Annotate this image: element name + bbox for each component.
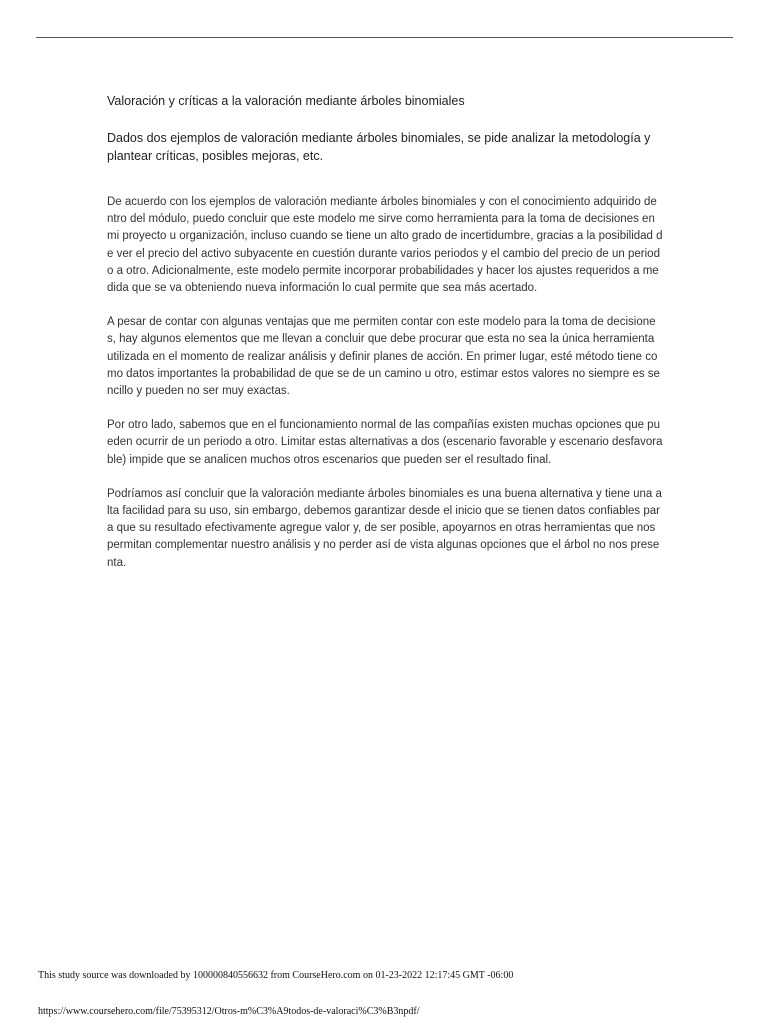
download-source-note: This study source was downloaded by 100000840556632 from CourseHero.com on 01-23-2022 12:17:45 GMT -06:00 — [38, 970, 514, 981]
paragraph-advantages: De acuerdo con los ejemplos de valoración mediante árboles binomiales y con el conocimiento adquirido dentro del módulo, puedo concluir que este modelo me sirve como herramienta para la toma de decisiones en mi proyecto u organización, incluso cuando se tiene un alto grado de incertidumbre, gracias a la posibilidad de ver el precio del activo subyacente en cuestión durante varios periodos y el cambio del precio de un periodo a otro. Adicionalmente, este modelo permite incorporar probabilidades y hacer los ajustes requeridos a medida que se va obteniendo nueva información lo cual permite que sea más acertado. — [107, 196, 663, 295]
paragraph-conclusion: Podríamos así concluir que la valoración mediante árboles binomiales es una buena alternativa y tiene una alta facilidad para su uso, sin embargo, debemos garantizar desde el inicio que se tienen datos confiables para que su resultado efectivamente agregue valor y, de ser posible, apoyarnos en otras herramientas que nos permitan complementar nuestro análisis y no perder así de vista algunas opciones que el árbol no nos presenta. — [107, 487, 662, 569]
document-body — [107, 92, 663, 589]
paragraph-scenarios: Por otro lado, sabemos que en el funcionamiento normal de las compañías existen muchas opciones que pueden ocurrir de un periodo a otro. Limitar estas alternativas a dos (escenario favorable y escenario desfavorable) impide que se analicen muchos otros escenarios que pueden ser el resultado final. — [107, 419, 663, 466]
paragraph-limitations: A pesar de contar con algunas ventajas que me permiten contar con este modelo para la toma de decisiones, hay algunos elementos que me llevan a concluir que debe procurar que esta no sea la única herramienta utilizada en el momento de realizar análisis y definir planes de acción. En primer lugar, esté método tiene como datos importantes la probabilidad de que se de un camino u otro, estimar estos valores no siempre es sencillo y pueden no ser muy exactas. — [107, 316, 660, 398]
assignment-prompt: Dados dos ejemplos de valoración mediante árboles binomiales, se pide analizar la metodología y plantear críticas, posibles mejoras, etc. — [107, 131, 651, 163]
source-url: https://www.coursehero.com/file/75395312/Otros-m%C3%A9todos-de-valoraci%C3%B3npdf/ — [38, 1006, 420, 1017]
document-title: Valoración y críticas a la valoración mediante árboles binomiales — [107, 94, 465, 108]
header-divider — [36, 37, 733, 38]
